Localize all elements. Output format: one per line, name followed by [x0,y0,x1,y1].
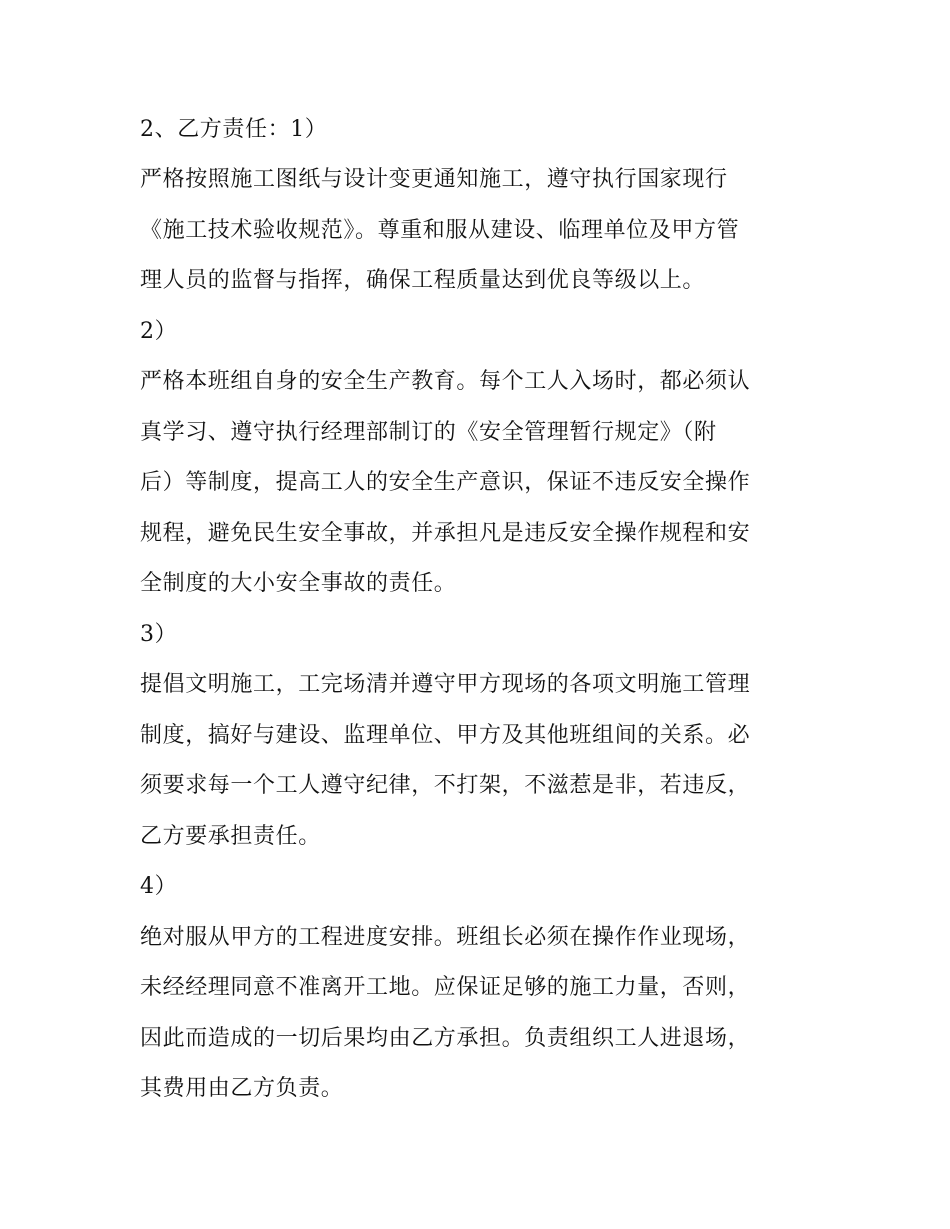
item-number: 2） [140,319,178,344]
text-line: 制度，搞好与建设、监理单位、甲方及其他班组间的关系。必 [140,723,751,748]
text-line: 严格按照施工图纸与设计变更通知施工，遵守执行国家现行 [140,167,728,192]
text-line: 未经经理同意不准离开工地。应保证足够的施工力量，否则， [140,975,751,1000]
text-line: 后）等制度，提高工人的安全生产意识，保证不违反安全操作 [140,470,751,495]
section-heading: 2、乙方责任：1） [140,117,328,142]
text-line: 规程，避免民生安全事故，并承担凡是违反安全操作规程和安 [140,521,751,546]
item-number: 4） [140,874,178,899]
text-line: 真学习、遵守执行经理部制订的《安全管理暂行规定》（附 [140,420,717,445]
text-line: 理人员的监督与指挥，确保工程质量达到优良等级以上。 [140,268,706,293]
text-line: 严格本班组自身的安全生产教育。每个工人入场时，都必须认 [140,369,751,394]
item-number: 3） [140,622,178,647]
text-line: 乙方要承担责任。 [140,824,321,849]
text-line: 须要求每一个工人遵守纪律，不打架，不滋惹是非，若违反， [140,773,751,798]
text-line: 因此而造成的一切后果均由乙方承担。负责组织工人进退场， [140,1026,751,1051]
text-line: 《施工技术验收规范》。尊重和服从建设、临理单位及甲方管 [140,218,740,243]
text-line: 其费用由乙方负责。 [140,1076,344,1101]
text-line: 全制度的大小安全事故的责任。 [140,571,457,596]
text-line: 绝对服从甲方的工程进度安排。班组长必须在操作作业现场， [140,925,751,950]
text-line: 提倡文明施工，工完场清并遵守甲方现场的各项文明施工管理 [140,672,751,697]
